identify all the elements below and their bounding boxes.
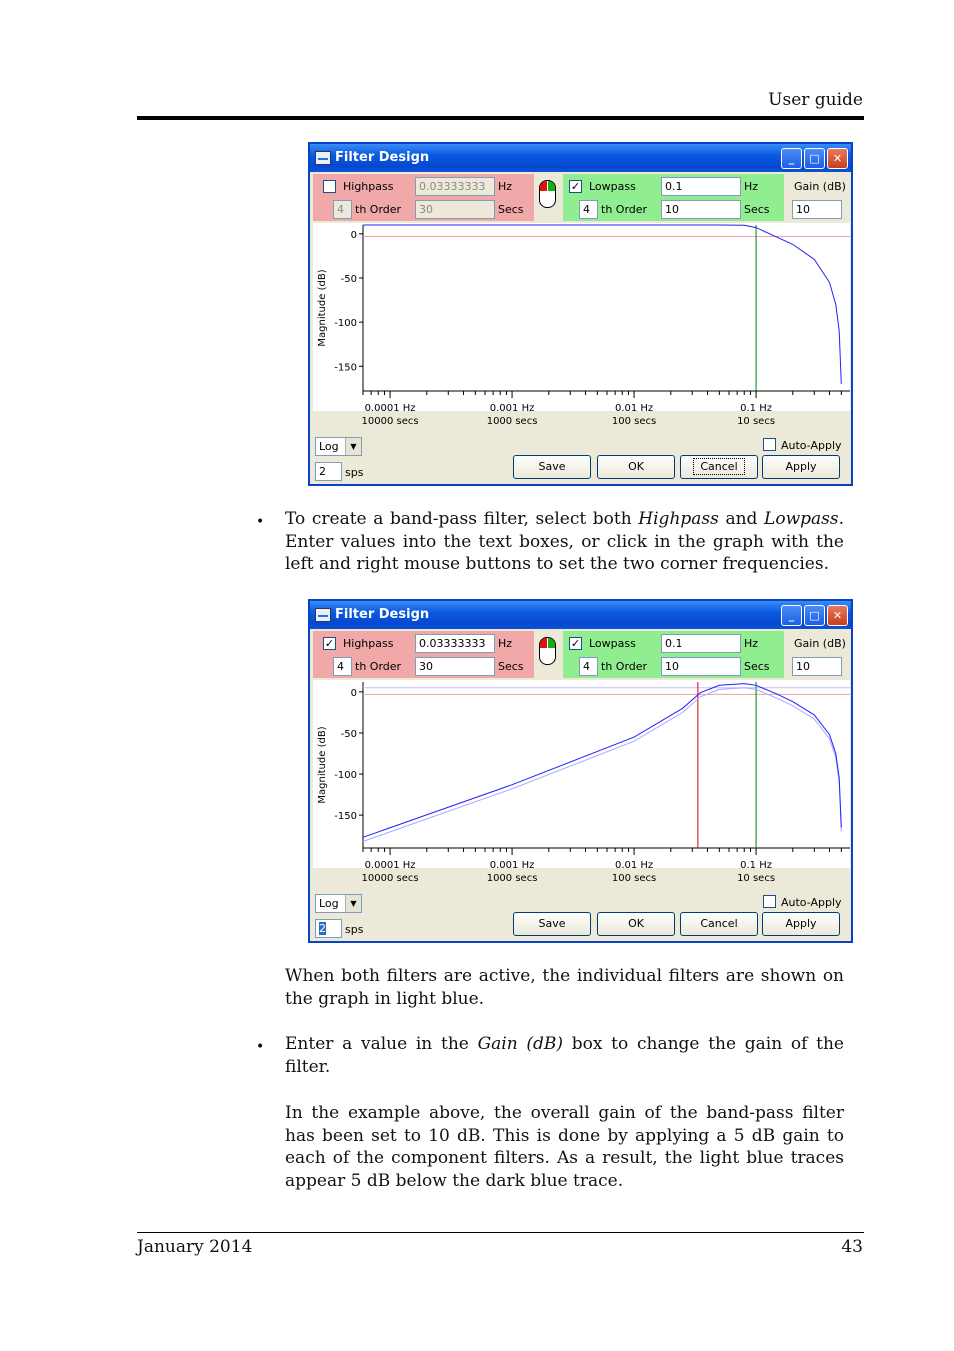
highpass-secs-label: Secs <box>498 203 524 216</box>
bullet-2: • <box>256 1039 265 1055</box>
auto-apply-label: Auto-Apply <box>781 896 842 909</box>
lowpass-order-field[interactable]: 4 <box>579 200 598 219</box>
save-button[interactable]: Save <box>513 455 591 479</box>
filter-design-dialog-1 <box>308 142 853 486</box>
x-tick-label-secs: 100 secs <box>611 873 657 884</box>
y-axis-label: Magnitude (dB) <box>317 269 328 347</box>
lowpass-secs-label: Secs <box>744 203 770 216</box>
highpass-order-field[interactable]: 4 <box>333 657 352 676</box>
close-icon: ✕ <box>832 609 843 622</box>
lowpass-order-label: th Order <box>601 660 648 673</box>
x-tick-label: 0.01 Hz <box>614 860 654 871</box>
paragraph-example: In the example above, the overall gain of the band-pass filter has been set to 10 dB. This is done by applying a 5 dB gain to each of the component filters. As a result, the light blue traces appear 5 dB below the dark blue trace. <box>285 1103 844 1192</box>
magnitude-chart[interactable] <box>313 223 850 431</box>
highpass-order-label: th Order <box>355 203 402 216</box>
scale-select[interactable] <box>315 894 362 913</box>
maximize-icon: □ <box>809 152 820 165</box>
x-tick-label: 0.0001 Hz <box>364 860 416 871</box>
footer-rule <box>137 1232 864 1233</box>
auto-apply-label: Auto-Apply <box>781 439 842 452</box>
paragraph-gain: Enter a value in the Gain (dB) box to change the gain of the filter. <box>285 1034 844 1077</box>
sps-label: sps <box>345 466 364 479</box>
x-tick-label-secs: 10 secs <box>737 416 776 427</box>
minimize-icon: _ <box>788 609 795 622</box>
x-tick-label: 0.0001 Hz <box>364 403 416 414</box>
lowpass-panel <box>563 174 784 221</box>
x-tick-label-secs: 1000 secs <box>486 873 538 884</box>
minimize-button[interactable] <box>781 605 802 626</box>
highpass-order-field[interactable]: 4 <box>333 200 352 219</box>
lowpass-secs-field[interactable]: 10 <box>661 200 741 219</box>
maximize-button[interactable] <box>804 605 825 626</box>
highpass-hz-field[interactable]: 0.03333333 <box>415 177 495 196</box>
y-tick-label: -50 <box>340 273 357 285</box>
minimize-icon: _ <box>788 152 795 165</box>
lowpass-checkbox[interactable]: ✓ <box>570 180 581 193</box>
close-button[interactable] <box>827 148 848 169</box>
x-tick-label-secs: 10 secs <box>737 873 776 884</box>
gain-panel <box>784 174 850 221</box>
lowpass-order-label: th Order <box>601 203 648 216</box>
apply-button[interactable]: Apply <box>762 455 840 479</box>
maximize-icon: □ <box>809 609 820 622</box>
highpass-panel <box>313 631 534 678</box>
scale-value: Log <box>319 897 339 910</box>
response-curve <box>363 684 841 838</box>
x-tick-label: 0.001 Hz <box>489 403 535 414</box>
highpass-label: Highpass <box>343 180 394 193</box>
header-rule <box>137 116 864 120</box>
bottom-controls <box>310 889 851 943</box>
y-tick-label: 0 <box>350 229 357 241</box>
apply-button[interactable]: Apply <box>762 912 840 936</box>
x-tick-label: 0.01 Hz <box>614 403 654 414</box>
x-tick-label: 0.1 Hz <box>740 403 772 414</box>
gain-field[interactable]: 10 <box>792 657 842 676</box>
x-tick-label-secs: 1000 secs <box>486 416 538 427</box>
highpass-label: Highpass <box>343 637 394 650</box>
lowpass-order-field[interactable]: 4 <box>579 657 598 676</box>
gain-label: Gain (dB) <box>794 180 846 193</box>
response-curve <box>363 225 841 384</box>
window-title: Filter Design <box>335 150 430 165</box>
magnitude-chart[interactable] <box>313 680 850 888</box>
window-title: Filter Design <box>335 607 430 622</box>
mouse-icon <box>539 637 556 665</box>
sps-field[interactable]: 2 <box>315 919 342 938</box>
lowpass-label: Lowpass <box>589 180 636 193</box>
x-tick-label-secs: 100 secs <box>611 416 657 427</box>
bullet-1: • <box>256 514 265 530</box>
scale-value: Log <box>319 440 339 453</box>
response-curve <box>363 688 841 842</box>
app-icon <box>315 151 331 165</box>
lowpass-hz-field[interactable]: 0.1 <box>661 634 741 653</box>
gain-label: Gain (dB) <box>794 637 846 650</box>
y-tick-label: -150 <box>334 811 357 823</box>
x-tick-label-secs: 10000 secs <box>361 873 419 884</box>
paragraph-band-pass: To create a band-pass filter, select both Highpass and Lowpass. Enter values into the text boxes, or click in the graph with the left and right mouse buttons to set the two corner frequencies. <box>285 509 844 575</box>
footer-date: January 2014 <box>137 1237 253 1257</box>
y-tick-label: -100 <box>334 318 357 330</box>
footer-page-number: 43 <box>841 1237 863 1257</box>
auto-apply-checkbox[interactable] <box>763 438 776 451</box>
sps-label: sps <box>345 923 364 936</box>
minimize-button[interactable] <box>781 148 802 169</box>
bottom-controls <box>310 432 851 486</box>
highpass-checkbox[interactable]: ✓ <box>324 637 335 650</box>
highpass-hz-label: Hz <box>498 637 513 650</box>
lowpass-hz-label: Hz <box>744 637 759 650</box>
highpass-secs-field[interactable]: 30 <box>415 200 495 219</box>
lowpass-label: Lowpass <box>589 637 636 650</box>
lowpass-secs-label: Secs <box>744 660 770 673</box>
cancel-button[interactable]: Cancel <box>680 455 758 479</box>
lowpass-hz-field[interactable]: 0.1 <box>661 177 741 196</box>
title-bar[interactable] <box>310 144 851 172</box>
highpass-hz-field[interactable]: 0.03333333 <box>415 634 495 653</box>
x-tick-label-secs: 10000 secs <box>361 416 419 427</box>
lowpass-secs-field[interactable]: 10 <box>661 657 741 676</box>
magnitude-plot[interactable] <box>313 680 850 884</box>
lowpass-checkbox[interactable]: ✓ <box>570 637 581 650</box>
filter-design-dialog-2 <box>308 599 853 943</box>
highpass-panel <box>313 174 534 221</box>
lowpass-panel <box>563 631 784 678</box>
highpass-checkbox[interactable] <box>323 180 336 193</box>
page-header-title: User guide <box>768 90 863 110</box>
auto-apply-checkbox[interactable] <box>763 895 776 908</box>
y-tick-label: -100 <box>334 770 357 782</box>
mouse-panel <box>534 174 563 221</box>
ok-button[interactable]: OK <box>597 912 675 936</box>
close-button[interactable] <box>827 605 848 626</box>
ok-button[interactable]: OK <box>597 455 675 479</box>
lowpass-hz-label: Hz <box>744 180 759 193</box>
y-tick-label: -150 <box>334 362 357 374</box>
sps-field[interactable]: 2 <box>315 462 342 481</box>
y-axis-label: Magnitude (dB) <box>317 726 328 804</box>
scale-select[interactable] <box>315 437 362 456</box>
title-bar[interactable] <box>310 601 851 629</box>
magnitude-plot[interactable] <box>313 223 850 427</box>
close-icon: ✕ <box>832 152 843 165</box>
x-tick-label: 0.1 Hz <box>740 860 772 871</box>
x-tick-label: 0.001 Hz <box>489 860 535 871</box>
cancel-button[interactable]: Cancel <box>680 912 758 936</box>
highpass-hz-label: Hz <box>498 180 513 193</box>
highpass-secs-field[interactable]: 30 <box>415 657 495 676</box>
save-button[interactable]: Save <box>513 912 591 936</box>
highpass-order-label: th Order <box>355 660 402 673</box>
mouse-panel <box>534 631 563 678</box>
gain-panel <box>784 631 850 678</box>
chevron-down-icon: ▼ <box>345 895 361 912</box>
highpass-secs-label: Secs <box>498 660 524 673</box>
y-tick-label: 0 <box>350 687 357 699</box>
app-icon <box>315 608 331 622</box>
mouse-icon <box>539 180 556 208</box>
gain-field[interactable]: 10 <box>792 200 842 219</box>
maximize-button[interactable] <box>804 148 825 169</box>
y-tick-label: -50 <box>340 728 357 740</box>
paragraph-light-blue: When both filters are active, the individual filters are shown on the graph in light blue. <box>285 966 844 1009</box>
chevron-down-icon: ▼ <box>345 438 361 455</box>
